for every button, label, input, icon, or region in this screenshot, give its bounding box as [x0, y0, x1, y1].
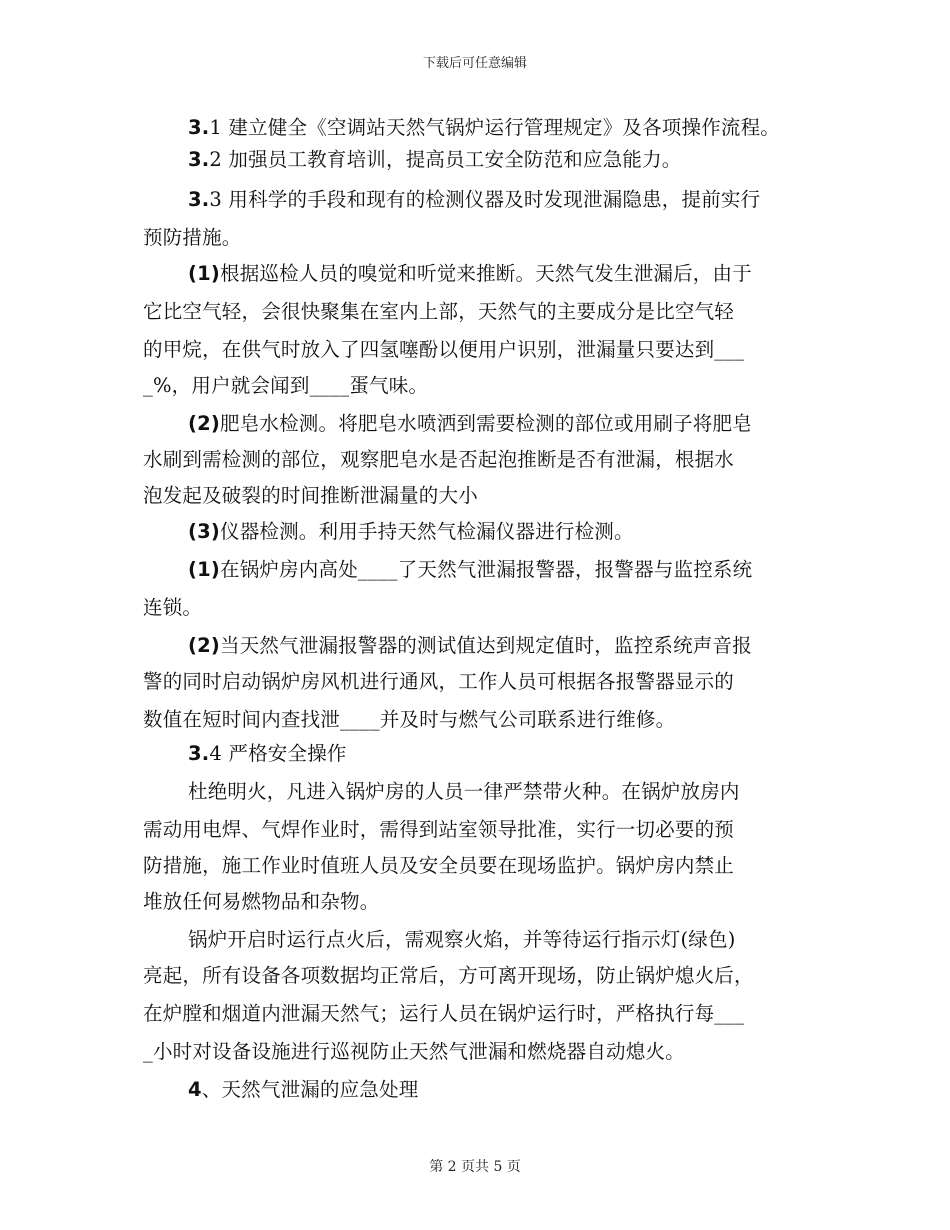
item-number: (2) — [188, 634, 220, 657]
section-number: 3. — [188, 116, 210, 139]
text-line — [188, 556, 752, 584]
page-footer: 第 2 页共 5 页 — [429, 1159, 521, 1175]
line-text: 当天然气泄漏报警器的测试值达到规定值时，监控系统声音报 — [220, 634, 752, 657]
line-text: 的甲烷，在供气时放入了四氢噻酚以便用户识别，泄漏量只要达到___ — [143, 338, 745, 361]
text-line — [143, 336, 744, 364]
line-text: 数值在短时间内查找泄____并及时与燃气公司联系进行维修。 — [143, 708, 676, 731]
text-line — [188, 926, 736, 954]
line-text: 亮起，所有设备各项数据均正常后，方可离开现场，防止锅炉熄火后， — [143, 964, 754, 987]
text-line — [143, 446, 734, 474]
text-line — [143, 668, 734, 696]
line-text: 2 加强员工教育培训，提高员工安全防范和应急能力。 — [209, 148, 682, 171]
line-text: 根据巡检人员的嗅觉和听觉来推断。天然气发生泄漏后，由于 — [220, 262, 752, 285]
text-line — [188, 518, 634, 546]
text-line — [143, 224, 242, 252]
text-line — [188, 1076, 418, 1104]
text-line — [188, 146, 682, 174]
section-number: 3. — [188, 148, 210, 171]
line-text: 水刷到需检测的部位，观察肥皂水是否起泡推断是否有泄漏，根据水 — [143, 448, 735, 471]
text-line — [188, 778, 740, 806]
line-text: 防措施，施工作业时值班人员及安全员要在现场监护。锅炉房内禁止 — [143, 854, 735, 877]
line-text: 1 建立健全《空调站天然气锅炉运行管理规定》及各项操作流程。 — [209, 116, 780, 139]
page-header: 下载后可任意编辑 — [422, 56, 527, 71]
text-line — [188, 186, 760, 214]
line-text: 肥皂水检测。将肥皂水喷洒到需要检测的部位或用刷子将肥皂 — [220, 412, 752, 435]
line-text: _小时对设备设施进行巡视防止天然气泄漏和燃烧器自动熄火。 — [143, 1040, 685, 1063]
line-text: 堆放任何易燃物品和杂物。 — [143, 890, 380, 913]
text-line — [143, 1038, 685, 1066]
section-number: 3. — [188, 188, 210, 211]
text-line — [143, 706, 675, 734]
line-text: 、天然气泄漏的应急处理 — [201, 1078, 419, 1101]
text-line — [188, 740, 347, 768]
text-line — [143, 852, 734, 880]
item-number: (1) — [188, 262, 220, 285]
line-text: 在锅炉房内高处____了天然气泄漏报警器，报警器与监控系统 — [220, 558, 753, 581]
line-text: 连锁。 — [143, 596, 203, 619]
line-text: _%，用户就会闻到____蛋气味。 — [143, 374, 429, 397]
line-text: 4 严格安全操作 — [209, 742, 347, 765]
text-line — [188, 410, 752, 438]
text-line — [188, 260, 752, 288]
line-text: 仪器检测。利用手持天然气检漏仪器进行检测。 — [220, 520, 634, 543]
text-line — [143, 594, 202, 622]
item-number: (1) — [188, 558, 220, 581]
text-line — [143, 372, 428, 400]
line-text: 泡发起及破裂的时间推断泄漏量的大小 — [143, 484, 478, 507]
line-text: 杜绝明火，凡进入锅炉房的人员一律严禁带火种。在锅炉放房内 — [188, 780, 740, 803]
line-text: 预防措施。 — [143, 226, 242, 249]
line-text: 在炉膛和烟道内泄漏天然气；运行人员在锅炉运行时，严格执行每___ — [143, 1002, 745, 1025]
text-line — [143, 298, 734, 326]
line-text: 锅炉开启时运行点火后，需观察火焰，并等待运行指示灯(绿色) — [188, 928, 736, 951]
text-line — [143, 816, 734, 844]
text-line — [188, 114, 780, 142]
text-line — [143, 962, 754, 990]
text-line — [143, 482, 478, 510]
line-text: 警的同时启动锅炉房风机进行通风，工作人员可根据各报警器显示的 — [143, 670, 735, 693]
item-number: (2) — [188, 412, 220, 435]
text-line — [188, 632, 752, 660]
text-line — [143, 1000, 744, 1028]
item-number: (3) — [188, 520, 220, 543]
section-number: 3. — [188, 742, 210, 765]
line-text: 3 用科学的手段和现有的检测仪器及时发现泄漏隐患，提前实行 — [209, 188, 761, 211]
line-text: 它比空气轻，会很快聚集在室内上部，天然气的主要成分是比空气轻 — [143, 300, 735, 323]
text-line — [143, 888, 379, 916]
section-number: 4 — [188, 1078, 202, 1101]
line-text: 需动用电焊、气焊作业时，需得到站室领导批准，实行一切必要的预 — [143, 818, 735, 841]
